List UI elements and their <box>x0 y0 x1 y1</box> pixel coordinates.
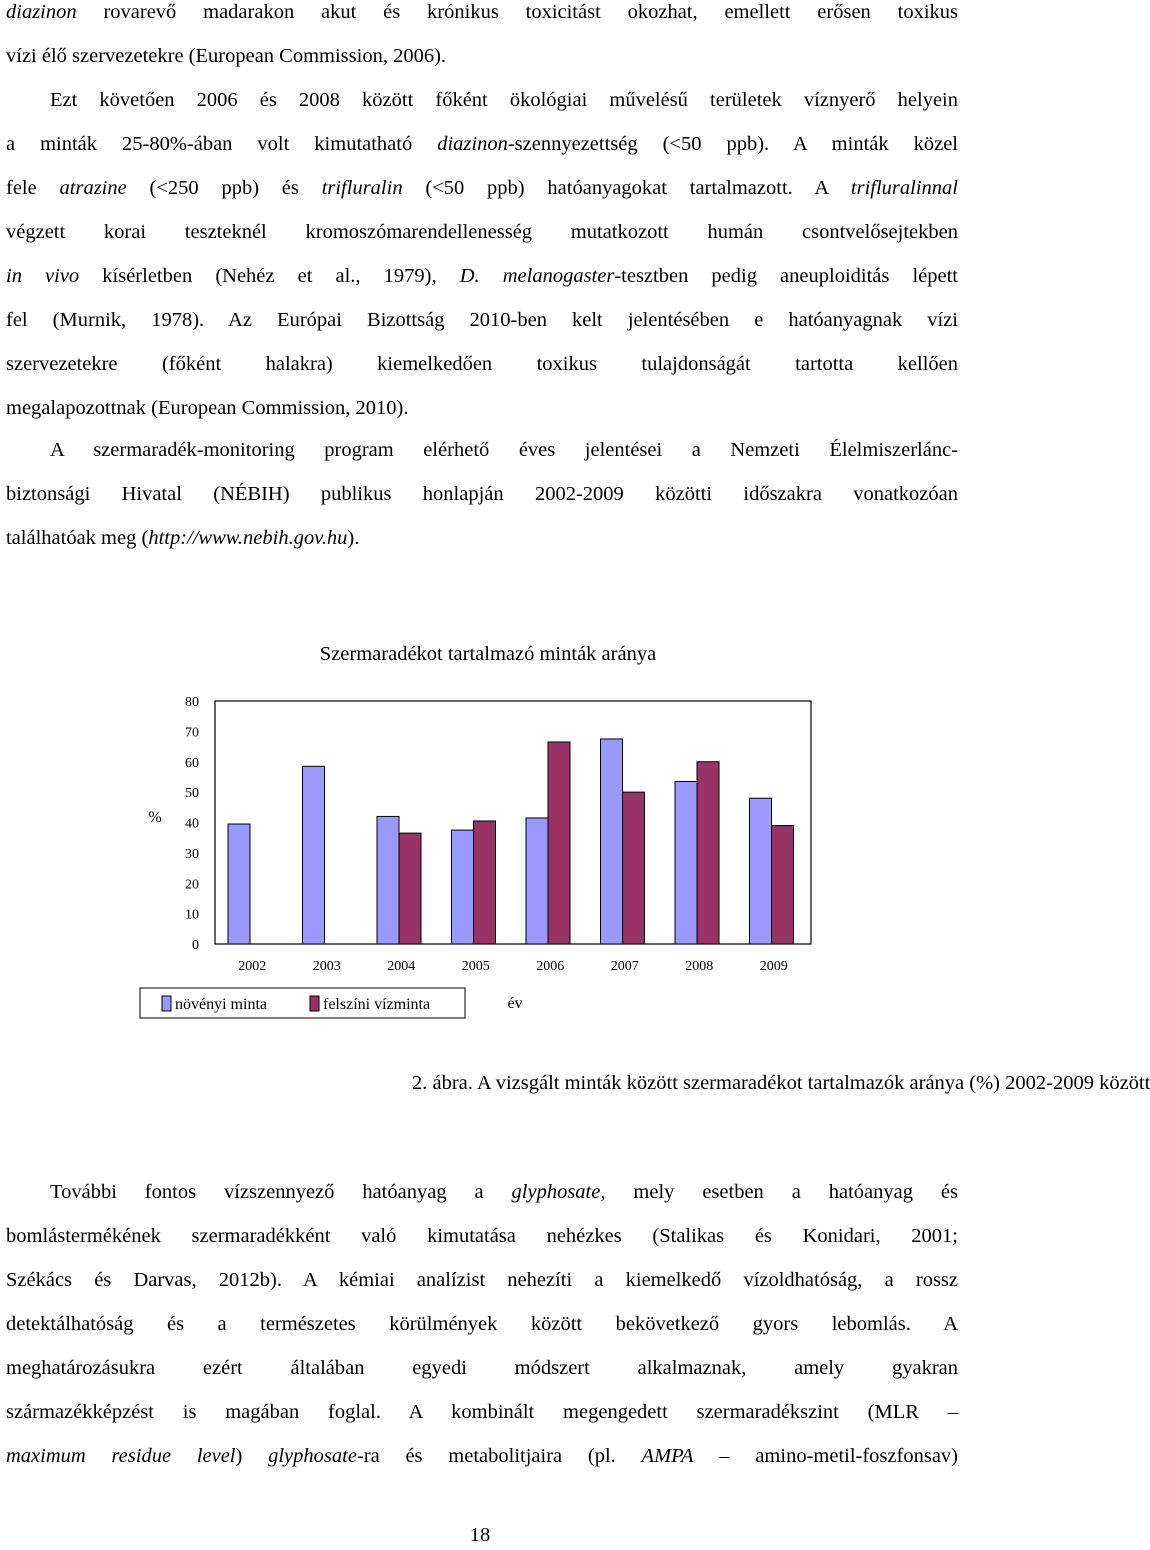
bar-water-2006 <box>548 742 570 944</box>
page-number: 18 <box>469 1524 491 1546</box>
x-tick-labels <box>238 959 788 974</box>
bar-plant-2006 <box>526 818 548 944</box>
y-tick-label: 30 <box>185 846 199 862</box>
legend-label: felszíni vízminta <box>323 996 431 1013</box>
x-tick-label: 2008 <box>685 959 714 974</box>
legend-label: növényi minta <box>175 996 267 1013</box>
bar-plant-2002 <box>228 824 250 944</box>
y-tick-label: 80 <box>185 695 199 710</box>
legend-swatch <box>310 996 319 1011</box>
text-line: Ezt követően 2006 és 2008 között főként ökológiai művelésű területek víznyerő helyein <box>50 89 958 111</box>
y-tick-label: 70 <box>185 725 199 741</box>
y-tick-label: 20 <box>185 877 199 893</box>
y-tick-label: 50 <box>185 786 199 802</box>
figure-caption <box>412 1072 1150 1095</box>
text-line: in vivo kísérletben (Nehéz et al., 1979), D. melanogaster-tesztben pedig aneuploiditás lépett <box>6 265 958 287</box>
bar-plant-2008 <box>675 781 697 944</box>
paragraph-1 <box>6 0 958 430</box>
text-line: További fontos vízszennyező hatóanyag a glyphosate, mely esetben a hatóanyag és <box>50 1181 958 1203</box>
text-line: detektálhatóság és a természetes körülmények között bekövetkező gyors lebomlás. A <box>6 1313 958 1335</box>
text-line: maximum residue level) glyphosate-ra és metabolitjaira (pl. AMPA – amino-metil-foszfonsav) <box>6 1445 958 1467</box>
text-line: fel (Murnik, 1978). Az Európai Bizottság 2010-ben kelt jelentésében e hatóanyagnak vízi <box>6 309 958 331</box>
legend-swatch <box>162 996 171 1011</box>
x-tick-label: 2009 <box>759 959 788 974</box>
text-line: megalapozottnak (European Commission, 2010). <box>6 397 409 419</box>
y-tick-label: 40 <box>185 816 199 832</box>
text-line: biztonsági Hivatal (NÉBIH) publikus honlapján 2002-2009 közötti időszakra vonatkozóan <box>6 483 958 505</box>
bar-water-2004 <box>399 833 421 944</box>
bar-water-2008 <box>697 762 719 944</box>
paragraph-2 <box>6 428 958 560</box>
y-tick-label: 0 <box>192 938 199 953</box>
text-line: végzett korai teszteknél kromoszómarendellenesség mutatkozott humán csontvelősejtekben <box>6 221 958 243</box>
text-line: diazinon rovarevő madarakon akut és krónikus toxicitást okozhat, emellett erősen toxikus <box>6 1 958 23</box>
bar-plant-2007 <box>601 739 623 944</box>
text-line: Székács és Darvas, 2012b). A kémiai analízist nehezíti a kiemelkedő vízoldhatóság, a rossz <box>6 1269 958 1291</box>
text-line: vízi élő szervezetekre (European Commission, 2006). <box>6 45 447 67</box>
bar-plant-2009 <box>750 798 772 944</box>
bar-plant-2004 <box>377 816 399 944</box>
text-line: a minták 25-80%-ában volt kimutatható diazinon-szennyezettség (<50 ppb). A minták közel <box>6 133 959 155</box>
paragraph-3 <box>6 1170 958 1478</box>
x-tick-label: 2007 <box>610 959 639 974</box>
text-line: szervezetekre (főként halakra) kiemelkedően toxikus tulajdonságát tartotta kellően <box>6 353 958 375</box>
bar-plant-2005 <box>452 830 474 944</box>
text-line: fele atrazine (<250 ppb) és trifluralin (<50 ppb) hatóanyagokat tartalmazott. A trifluralinnal <box>6 177 958 199</box>
bar-plant-2003 <box>303 766 325 944</box>
x-tick-label: 2002 <box>238 959 267 974</box>
bar-water-2009 <box>772 826 794 944</box>
caption-text: A vizsgált minták között szermaradékot tartalmazók aránya (%) 2002-2009 között <box>472 1072 1150 1094</box>
y-axis-label: % <box>148 809 162 826</box>
x-tick-label: 2006 <box>536 959 565 974</box>
x-tick-label: 2005 <box>461 959 490 974</box>
y-tick-label: 10 <box>185 907 199 923</box>
text-line: A szermaradék-monitoring program elérhető éves jelentései a Nemzeti Élelmiszerlánc- <box>50 439 958 461</box>
bar-water-2005 <box>474 821 496 944</box>
chart-title: Szermaradékot tartalmazó minták aránya <box>319 643 657 665</box>
x-tick-label: 2003 <box>312 959 341 974</box>
text-line: találhatóak meg (http://www.nebih.gov.hu). <box>6 527 360 549</box>
residue-bar-chart <box>0 630 960 1030</box>
text-line: származékképzést is magában foglal. A kombinált megengedett szermaradékszint (MLR – <box>6 1401 958 1423</box>
caption-label: 2. ábra. <box>412 1072 473 1094</box>
y-tick-label: 60 <box>185 755 199 771</box>
text-line: bomlástermékének szermaradékként való kimutatása nehézkes (Stalikas és Konidari, 2001; <box>6 1225 958 1247</box>
text-line: meghatározásukra ezért általában egyedi módszert alkalmaznak, amely gyakran <box>6 1357 958 1379</box>
x-tick-label: 2004 <box>387 959 416 974</box>
x-axis-label: év <box>507 995 523 1012</box>
bar-water-2007 <box>623 792 645 944</box>
y-tick-labels <box>185 695 199 953</box>
